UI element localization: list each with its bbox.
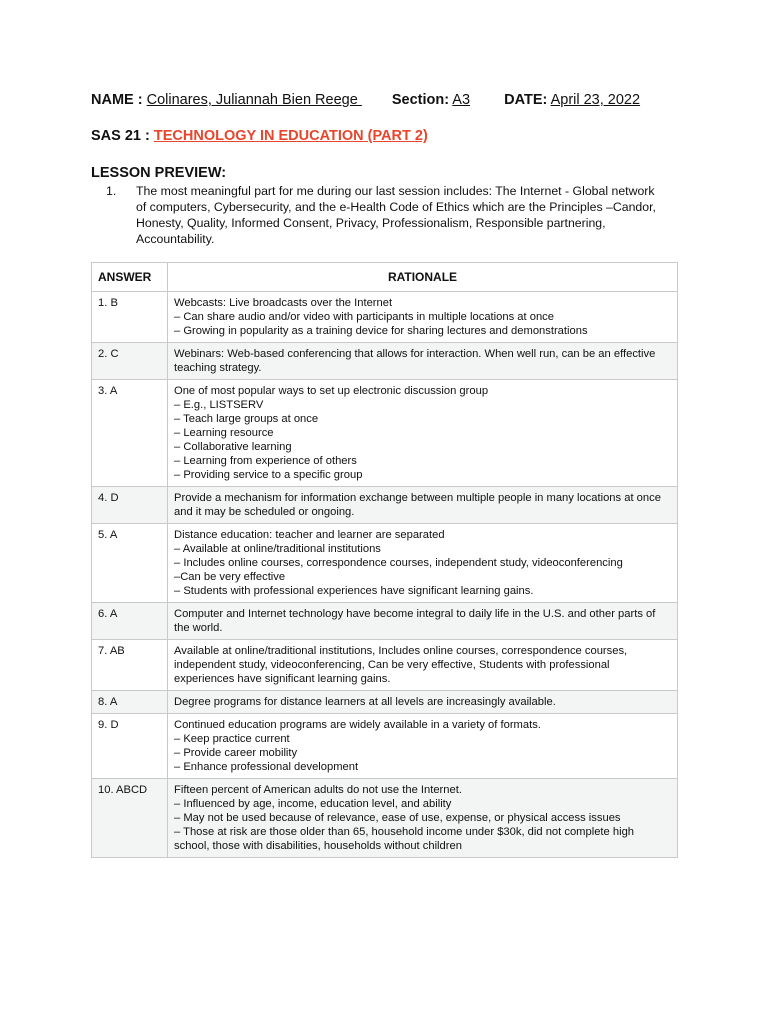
lesson-preview-title: LESSON PREVIEW: — [91, 165, 227, 181]
rationale-cell — [168, 779, 678, 858]
rationale-cell — [168, 343, 678, 380]
rationale-line: – Providing service to a specific group — [174, 469, 363, 481]
answer-column-header: ANSWER — [92, 263, 168, 292]
rationale-line: – Influenced by age, income, education level, and ability — [174, 798, 452, 810]
rationale-line: Degree programs for distance learners at all levels are increasingly available. — [174, 696, 556, 708]
rationale-line: Continued education programs are widely available in a variety of formats. — [174, 719, 541, 731]
rationale-cell — [168, 380, 678, 487]
section-value: A3 — [452, 92, 471, 108]
answer-cell: 1. B — [92, 292, 168, 343]
answer-cell: 7. AB — [92, 640, 168, 691]
rationale-line: – Those at risk are those older than 65, household income under $30k, did not complete high school, those with disabilities, households without children — [174, 826, 635, 852]
date-value: April 23, 2022 — [550, 92, 641, 108]
rationale-line: – Learning from experience of others — [174, 455, 357, 467]
rationale-line: One of most popular ways to set up electronic discussion group — [174, 385, 489, 397]
rationale-line: Webcasts: Live broadcasts over the Internet — [174, 297, 393, 309]
answer-rationale-table — [91, 262, 678, 858]
rationale-cell — [168, 487, 678, 524]
rationale-line: Available at online/traditional institutions, Includes online courses, correspondence courses, independent study, videoconferencing, Can be very effective, Students with professional experiences have significant learning gains. — [174, 645, 628, 685]
list-number: 1. — [106, 184, 117, 198]
rationale-line: – Enhance professional development — [174, 761, 359, 773]
rationale-line: Distance education: teacher and learner are separated — [174, 529, 445, 541]
answer-cell: 5. A — [92, 524, 168, 603]
table-row — [92, 343, 678, 380]
table-row — [92, 380, 678, 487]
answer-cell: 4. D — [92, 487, 168, 524]
table-row — [92, 603, 678, 640]
rationale-column-header: RATIONALE — [168, 263, 678, 292]
answer-cell: 2. C — [92, 343, 168, 380]
rationale-line: Fifteen percent of American adults do not use the Internet. — [174, 784, 462, 796]
answer-cell: 10. ABCD — [92, 779, 168, 858]
student-info-line — [91, 92, 640, 108]
lesson-preview-text: The most meaningful part for me during our last session includes: The Internet - Global network of computers, Cybersecurity, and the e-Health Code of Ethics which are the Principles –Candor, Honesty, Quality, Informed Consent, Privacy, Professionalism, Responsible partnering, Accountability. — [136, 184, 656, 246]
rationale-cell — [168, 691, 678, 714]
section-label: Section: — [391, 92, 450, 108]
rationale-line: – May not be used because of relevance, ease of use, expense, or physical access issues — [174, 812, 621, 824]
name-label: NAME : — [91, 92, 143, 108]
rationale-line: Computer and Internet technology have become integral to daily life in the U.S. and other parts of the world. — [174, 608, 656, 634]
rationale-line: – Available at online/traditional institutions — [174, 543, 381, 555]
answer-cell: 8. A — [92, 691, 168, 714]
table-row — [92, 292, 678, 343]
rationale-line: Provide a mechanism for information exchange between multiple people in many locations at once and it may be scheduled or ongoing. — [174, 492, 661, 518]
table-row — [92, 779, 678, 858]
table-header-row — [92, 263, 678, 292]
table-row — [92, 714, 678, 779]
table-row — [92, 524, 678, 603]
rationale-line: – Keep practice current — [174, 733, 290, 745]
rationale-cell — [168, 292, 678, 343]
rationale-line: – E.g., LISTSERV — [174, 399, 264, 411]
table-row — [92, 640, 678, 691]
name-value: Colinares, Juliannah Bien Reege — [146, 92, 362, 108]
sas-title: TECHNOLOGY IN EDUCATION (PART 2) — [153, 128, 428, 144]
table-row — [92, 487, 678, 524]
rationale-line: – Growing in popularity as a training device for sharing lectures and demonstrations — [174, 325, 588, 337]
rationale-line: Webinars: Web-based conferencing that allows for interaction. When well run, can be an effective teaching strategy. — [174, 348, 656, 374]
rationale-line: – Provide career mobility — [174, 747, 298, 759]
table-row — [92, 691, 678, 714]
date-label: DATE: — [504, 92, 548, 108]
rationale-line: – Learning resource — [174, 427, 274, 439]
answer-cell: 3. A — [92, 380, 168, 487]
rationale-cell — [168, 714, 678, 779]
answer-cell: 9. D — [92, 714, 168, 779]
rationale-cell — [168, 524, 678, 603]
sas-label: SAS 21 : — [91, 128, 150, 144]
rationale-line: – Includes online courses, correspondence courses, independent study, videoconferencing — [174, 557, 623, 569]
rationale-line: – Can share audio and/or video with participants in multiple locations at once — [174, 311, 554, 323]
rationale-cell — [168, 603, 678, 640]
rationale-line: – Students with professional experiences have significant learning gains. — [174, 585, 534, 597]
rationale-line: – Collaborative learning — [174, 441, 292, 453]
rationale-line: –Can be very effective — [174, 571, 286, 583]
rationale-cell — [168, 640, 678, 691]
rationale-line: – Teach large groups at once — [174, 413, 319, 425]
sas-heading — [91, 128, 428, 144]
answer-cell: 6. A — [92, 603, 168, 640]
